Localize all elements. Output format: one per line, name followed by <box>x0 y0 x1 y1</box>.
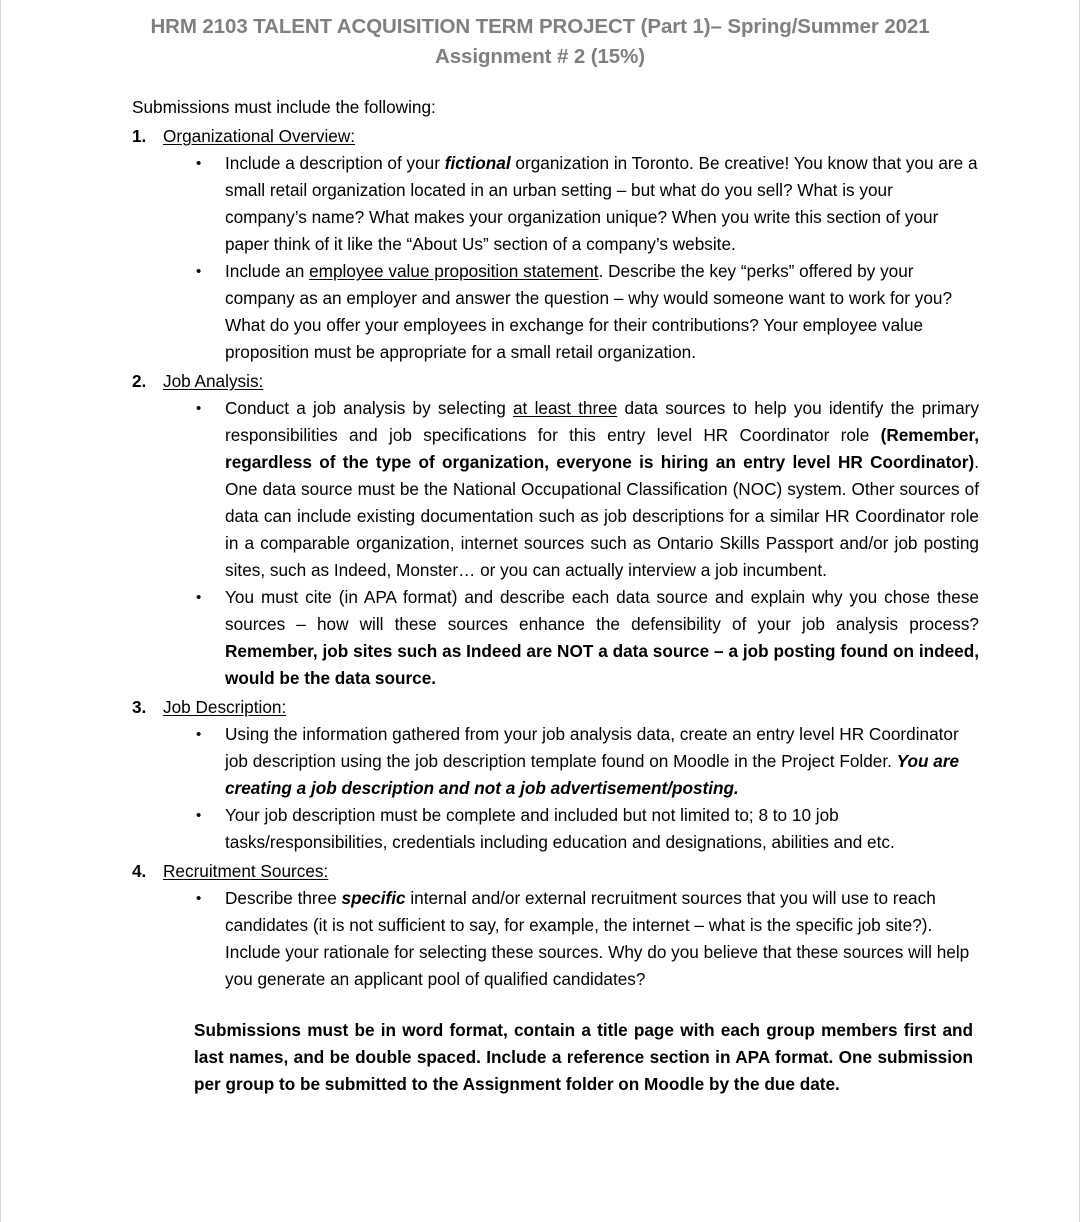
text-run: . One data source must be the National Occupational Classification (NOC) system. Other sources of data can include existing documentation such as job descriptions for a similar HR Coordinator role in a comparable organization, internet sources such as Ontario Skills Passport and/or job posting sites, such as Indeed, Monster… or you can actually interview a job incumbent. <box>225 452 979 580</box>
bullet-dot-icon: • <box>196 589 202 606</box>
text-run: specific <box>341 888 406 908</box>
bullet-text <box>225 587 979 688</box>
bullet-list <box>132 721 979 856</box>
bullet-text <box>225 153 978 254</box>
text-run: You must cite (in APA format) and describe each data source and explain why you chose these sources – how will these sources enhance the defensibility of your job analysis process? <box>225 587 979 634</box>
section-heading <box>132 694 979 721</box>
document-inner <box>1 0 1079 1098</box>
section-heading <box>132 123 979 150</box>
page-title <box>1 0 1079 72</box>
text-run: Remember, job sites such as Indeed are NOT a data source – a job posting found on indeed, would be the data source. <box>225 641 979 688</box>
list-item <box>132 584 979 692</box>
bullet-dot-icon: • <box>196 155 202 172</box>
text-run: Conduct a job analysis by selecting <box>225 398 513 418</box>
section-title: Recruitment Sources: <box>163 861 329 881</box>
bullet-text <box>225 724 959 798</box>
intro-paragraph: Submissions must include the following: <box>132 97 436 117</box>
bullet-list <box>132 150 979 366</box>
list-item <box>132 258 979 366</box>
document-body <box>1 94 1079 1098</box>
section-number: 1. <box>132 126 147 146</box>
bullet-list <box>132 395 979 692</box>
section-number: 4. <box>132 861 147 881</box>
list-item <box>132 721 979 802</box>
list-item <box>132 150 979 258</box>
text-run: internal and/or external recruitment sources that you will use to reach candidates (it is not sufficient to say, for example, the internet – what is the specific job site?). Include your rationale for selecting these sources. Why do you believe that these sources will help you generate an applicant pool of qualified candidates? <box>225 888 970 989</box>
text-run: Your job description must be complete and included but not limited to; 8 to 10 job tasks/responsibilities, credentials including education and designations, abilities and etc. <box>225 805 895 852</box>
text-run: Include an <box>225 261 310 281</box>
text-run: organization in Toronto. Be creative! You know that you are a small retail organization located in an urban setting – but what do you sell? What is your company’s name? What makes your organization unique? When you write this section of your paper think of it like the “About Us” section of a company’s website. <box>225 153 978 254</box>
text-run: Using the information gathered from your job analysis data, create an entry level HR Coordinator job description using the job description template found on Moodle in the Project Folder. <box>225 724 959 771</box>
title-line-1: HRM 2103 TALENT ACQUISITION TERM PROJECT (Part 1)– Spring/Summer 2021 <box>150 15 930 38</box>
bullet-dot-icon: • <box>196 263 202 280</box>
section-title: Job Description: <box>163 697 287 717</box>
bullet-list <box>132 885 979 993</box>
bullet-text <box>225 805 895 852</box>
section-heading <box>132 858 979 885</box>
bullet-dot-icon: • <box>196 400 202 417</box>
list-item <box>132 802 979 856</box>
list-item <box>132 885 979 993</box>
section-item <box>132 858 979 993</box>
text-run: (Remember, regardless of the type of organization, everyone is hiring an entry level HR Coordinator) <box>225 425 979 472</box>
section-item <box>132 694 979 856</box>
text-run: at least three <box>513 398 618 418</box>
text-run: Describe three <box>225 888 342 908</box>
section-number: 2. <box>132 371 147 391</box>
bullet-text <box>225 398 979 580</box>
section-title: Job Analysis: <box>163 371 264 391</box>
bullet-dot-icon: • <box>196 890 202 907</box>
bullet-text <box>225 261 952 362</box>
text-run: Include a description of your <box>225 153 445 173</box>
text-run: You are creating a job description and not a job advertisement/posting. <box>225 751 960 798</box>
text-run: . Describe the key “perks” offered by your company as an employer and answer the question – why would someone want to work for you? What do you offer your employees in exchange for their contributions? Your employee value proposition must be appropriate for a small retail organization. <box>225 261 953 362</box>
text-run: data sources to help you identify the primary responsibilities and job specifications for this entry level HR Coordinator role <box>225 398 979 445</box>
section-title: Organizational Overview: <box>163 126 356 146</box>
title-line-2: Assignment # 2 (15%) <box>435 45 645 68</box>
bullet-text <box>225 888 969 989</box>
section-heading <box>132 368 979 395</box>
bullet-dot-icon: • <box>196 807 202 824</box>
text-run: fictional <box>444 153 511 173</box>
section-item <box>132 123 979 366</box>
section-item <box>132 368 979 692</box>
closing-paragraph: Submissions must be in word format, contain a title page with each group members first and last names, and be double spaced. Include a reference section in APA format. One submission per group to be submitted to the Assignment folder on Moodle by the due date. <box>194 1020 973 1094</box>
list-item <box>132 395 979 584</box>
bullet-dot-icon: • <box>196 726 202 743</box>
text-run: employee value proposition statement <box>309 261 599 281</box>
sections-list <box>132 123 979 993</box>
section-number: 3. <box>132 697 147 717</box>
